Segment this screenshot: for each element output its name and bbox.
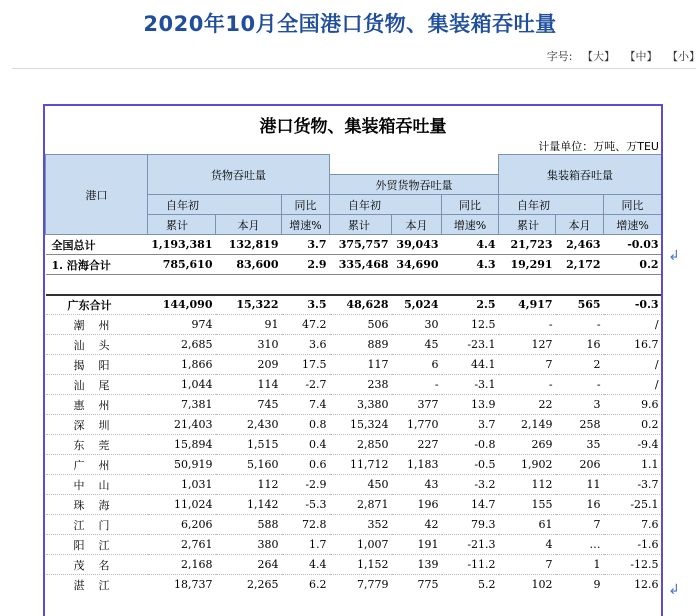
foreign-yoy: -23.1 [442,335,499,355]
foreign-month: - [392,375,442,395]
container-yoy: 1.1 [604,455,662,475]
header-cargo: 货物吞吐量 [148,155,330,195]
cargo-yoy: 6.2 [282,575,330,595]
cargo-yoy: 0.6 [282,455,330,475]
container-yoy: -3.7 [604,475,662,495]
font-size-small-link[interactable]: 【小】 [667,50,700,63]
table-row [46,375,662,395]
container-ytd: 22 [499,395,556,415]
cargo-yoy: -2.9 [282,475,330,495]
cargo-month: 1,515 [216,435,282,455]
table-row [46,575,662,595]
row-name: 全国总计 [46,235,148,255]
cargo-yoy: -5.3 [282,495,330,515]
container-month: 565 [556,295,604,315]
cargo-yoy: 17.5 [282,355,330,375]
row-name: 茂名 [46,555,148,575]
container-ytd: 127 [499,335,556,355]
return-mark-icon: ↲ [668,248,680,264]
header-foreign: 外贸货物吞吐量 [330,175,499,195]
row-name: 潮州 [46,315,148,335]
foreign-month: 196 [392,495,442,515]
foreign-month: 42 [392,515,442,535]
foreign-month: 45 [392,335,442,355]
cargo-ytd: 7,381 [148,395,216,415]
row-name: 江门 [46,515,148,535]
container-month: 2,172 [556,255,604,275]
table-row [46,335,662,355]
foreign-ytd: 352 [330,515,392,535]
foreign-ytd: 2,871 [330,495,392,515]
container-yoy: 12.6 [604,575,662,595]
container-month: 2 [556,355,604,375]
row-name: 揭阳 [46,355,148,375]
row-name: 惠州 [46,395,148,415]
container-ytd: 112 [499,475,556,495]
foreign-yoy: 4.3 [442,255,499,275]
foreign-month: 30 [392,315,442,335]
cargo-ytd: 2,761 [148,535,216,555]
cargo-ytd: 1,193,381 [148,235,216,255]
container-month: 16 [556,335,604,355]
header-month: 本月 [556,215,604,235]
container-yoy: -0.3 [604,295,662,315]
container-month: 35 [556,435,604,455]
container-month: 206 [556,455,604,475]
cargo-ytd: 1,031 [148,475,216,495]
header-cumulative: 累计 [499,215,556,235]
cargo-month: 15,322 [216,295,282,315]
container-yoy: / [604,315,662,335]
foreign-ytd: 1,007 [330,535,392,555]
foreign-ytd: 48,628 [330,295,392,315]
container-ytd: 1,902 [499,455,556,475]
container-ytd: 4 [499,535,556,555]
container-ytd: 4,917 [499,295,556,315]
cargo-ytd: 1,044 [148,375,216,395]
foreign-yoy: -0.5 [442,455,499,475]
cargo-month: 1,142 [216,495,282,515]
foreign-yoy: 13.9 [442,395,499,415]
cargo-month: 310 [216,335,282,355]
foreign-month: 34,690 [392,255,442,275]
foreign-ytd: 11,712 [330,455,392,475]
row-name: 珠海 [46,495,148,515]
font-size-label: 字号: [546,50,573,63]
header-month: 本月 [216,215,282,235]
container-ytd: 21,723 [499,235,556,255]
cargo-ytd: 15,894 [148,435,216,455]
foreign-month: 191 [392,535,442,555]
cargo-yoy: 3.6 [282,335,330,355]
cargo-month: 588 [216,515,282,535]
table-row [46,235,662,255]
container-month: 1 [556,555,604,575]
container-yoy: 9.6 [604,395,662,415]
table-row [46,515,662,535]
table-row [46,535,662,555]
row-name: 东莞 [46,435,148,455]
container-ytd: 61 [499,515,556,535]
header-port: 港口 [46,155,148,235]
container-yoy: / [604,375,662,395]
container-month: 11 [556,475,604,495]
container-ytd: 7 [499,555,556,575]
foreign-ytd: 506 [330,315,392,335]
container-ytd: 269 [499,435,556,455]
row-name: 广州 [46,455,148,475]
foreign-yoy: 5.2 [442,575,499,595]
foreign-yoy: -11.2 [442,555,499,575]
container-month: 16 [556,495,604,515]
container-yoy: 16.7 [604,335,662,355]
foreign-ytd: 375,757 [330,235,392,255]
cargo-yoy: 7.4 [282,395,330,415]
foreign-month: 139 [392,555,442,575]
return-mark-icon: ↲ [668,582,680,598]
foreign-yoy: 79.3 [442,515,499,535]
spacer-row [46,275,662,295]
cargo-month: 91 [216,315,282,335]
container-month: - [556,315,604,335]
cargo-month: 745 [216,395,282,415]
container-month: 258 [556,415,604,435]
foreign-ytd: 450 [330,475,392,495]
cargo-month: 209 [216,355,282,375]
header-container: 集装箱吞吐量 [499,155,662,195]
foreign-ytd: 238 [330,375,392,395]
cargo-ytd: 18,737 [148,575,216,595]
row-name: 湛江 [46,575,148,595]
page-title: 2020年10月全国港口货物、集装箱吞吐量 [143,12,557,36]
header-cumulative: 累计 [148,215,216,235]
header-ytd: 自年初 [148,195,282,215]
foreign-yoy: 44.1 [442,355,499,375]
header-cumulative: 累计 [330,215,392,235]
foreign-ytd: 117 [330,355,392,375]
foreign-yoy: -3.1 [442,375,499,395]
container-month: 9 [556,575,604,595]
foreign-ytd: 889 [330,335,392,355]
container-ytd: 102 [499,575,556,595]
cargo-ytd: 6,206 [148,515,216,535]
header-ytd: 自年初 [330,195,442,215]
container-ytd: 19,291 [499,255,556,275]
row-name: 1. 沿海合计 [46,255,148,275]
header-yoy: 同比 [282,195,330,215]
foreign-ytd: 2,850 [330,435,392,455]
container-yoy: 7.6 [604,515,662,535]
city-rows [46,315,662,595]
foreign-ytd: 7,779 [330,575,392,595]
cargo-yoy: -2.7 [282,375,330,395]
table-row [46,495,662,515]
cargo-month: 2,430 [216,415,282,435]
foreign-yoy: -21.3 [442,535,499,555]
cargo-month: 114 [216,375,282,395]
container-yoy: -0.03 [604,235,662,255]
container-ytd: 7 [499,355,556,375]
container-yoy: -25.1 [604,495,662,515]
cargo-month: 112 [216,475,282,495]
cargo-month: 83,600 [216,255,282,275]
foreign-ytd: 15,324 [330,415,392,435]
foreign-month: 1,183 [392,455,442,475]
cargo-ytd: 144,090 [148,295,216,315]
table-row [46,355,662,375]
container-yoy: / [604,355,662,375]
foreign-month: 377 [392,395,442,415]
table-row [46,435,662,455]
cargo-month: 380 [216,535,282,555]
row-name: 中山 [46,475,148,495]
foreign-yoy: 14.7 [442,495,499,515]
cargo-month: 5,160 [216,455,282,475]
table-title: 港口货物、集装箱吞吐量 [259,117,447,137]
container-ytd: - [499,315,556,335]
foreign-month: 39,043 [392,235,442,255]
header-growth: 增速% [442,215,499,235]
cargo-yoy: 3.7 [282,235,330,255]
header-divider [12,68,696,69]
container-month: 7 [556,515,604,535]
container-yoy: -1.6 [604,535,662,555]
cargo-yoy: 4.4 [282,555,330,575]
foreign-month: 775 [392,575,442,595]
foreign-yoy: 2.5 [442,295,499,315]
container-month: 2,463 [556,235,604,255]
container-ytd: - [499,375,556,395]
table-row [46,255,662,275]
cargo-ytd: 11,024 [148,495,216,515]
foreign-month: 43 [392,475,442,495]
cargo-month: 2,265 [216,575,282,595]
cargo-yoy: 0.8 [282,415,330,435]
cargo-yoy: 72.8 [282,515,330,535]
table-row [46,455,662,475]
foreign-yoy: 4.4 [442,235,499,255]
container-month: … [556,535,604,555]
foreign-ytd: 1,152 [330,555,392,575]
cargo-ytd: 21,403 [148,415,216,435]
header-row-1 [46,155,662,175]
header-blank [330,155,499,175]
cargo-ytd: 2,685 [148,335,216,355]
header-ytd: 自年初 [499,195,604,215]
font-size-switcher [547,48,700,64]
container-month: 3 [556,395,604,415]
container-yoy: -9.4 [604,435,662,455]
foreign-yoy: 12.5 [442,315,499,335]
row-name: 广东合计 [46,295,148,315]
row-name: 汕尾 [46,375,148,395]
table-row [46,415,662,435]
font-size-large-link[interactable]: 【大】 [582,50,615,63]
cargo-month: 264 [216,555,282,575]
container-ytd: 2,149 [499,415,556,435]
throughput-table [45,154,662,595]
table-row [46,475,662,495]
header-growth: 增速% [604,215,662,235]
foreign-month: 1,770 [392,415,442,435]
header-yoy: 同比 [442,195,499,215]
cargo-yoy: 0.4 [282,435,330,455]
font-size-medium-link[interactable]: 【中】 [624,50,658,63]
header-month: 本月 [392,215,442,235]
cargo-ytd: 2,168 [148,555,216,575]
cargo-yoy: 1.7 [282,535,330,555]
foreign-month: 5,024 [392,295,442,315]
table-frame [43,104,663,616]
cargo-ytd: 974 [148,315,216,335]
cargo-ytd: 1,866 [148,355,216,375]
container-month: - [556,375,604,395]
foreign-yoy: -3.2 [442,475,499,495]
unit-note: 计量单位：万吨、万TEU [538,140,659,153]
foreign-ytd: 335,468 [330,255,392,275]
cargo-ytd: 785,610 [148,255,216,275]
row-name: 汕头 [46,335,148,355]
table-row [46,395,662,415]
container-yoy: 0.2 [604,255,662,275]
cargo-ytd: 50,919 [148,455,216,475]
foreign-month: 227 [392,435,442,455]
header-growth: 增速% [282,215,330,235]
cargo-yoy: 2.9 [282,255,330,275]
cargo-yoy: 47.2 [282,315,330,335]
foreign-ytd: 3,380 [330,395,392,415]
foreign-yoy: 3.7 [442,415,499,435]
row-name: 阳江 [46,535,148,555]
foreign-month: 6 [392,355,442,375]
container-yoy: 0.2 [604,415,662,435]
cargo-month: 132,819 [216,235,282,255]
table-row [46,315,662,335]
table-row [46,555,662,575]
container-ytd: 155 [499,495,556,515]
cargo-yoy: 3.5 [282,295,330,315]
container-yoy: -12.5 [604,555,662,575]
header-yoy: 同比 [604,195,662,215]
row-name: 深圳 [46,415,148,435]
foreign-yoy: -0.8 [442,435,499,455]
table-row [46,295,662,315]
